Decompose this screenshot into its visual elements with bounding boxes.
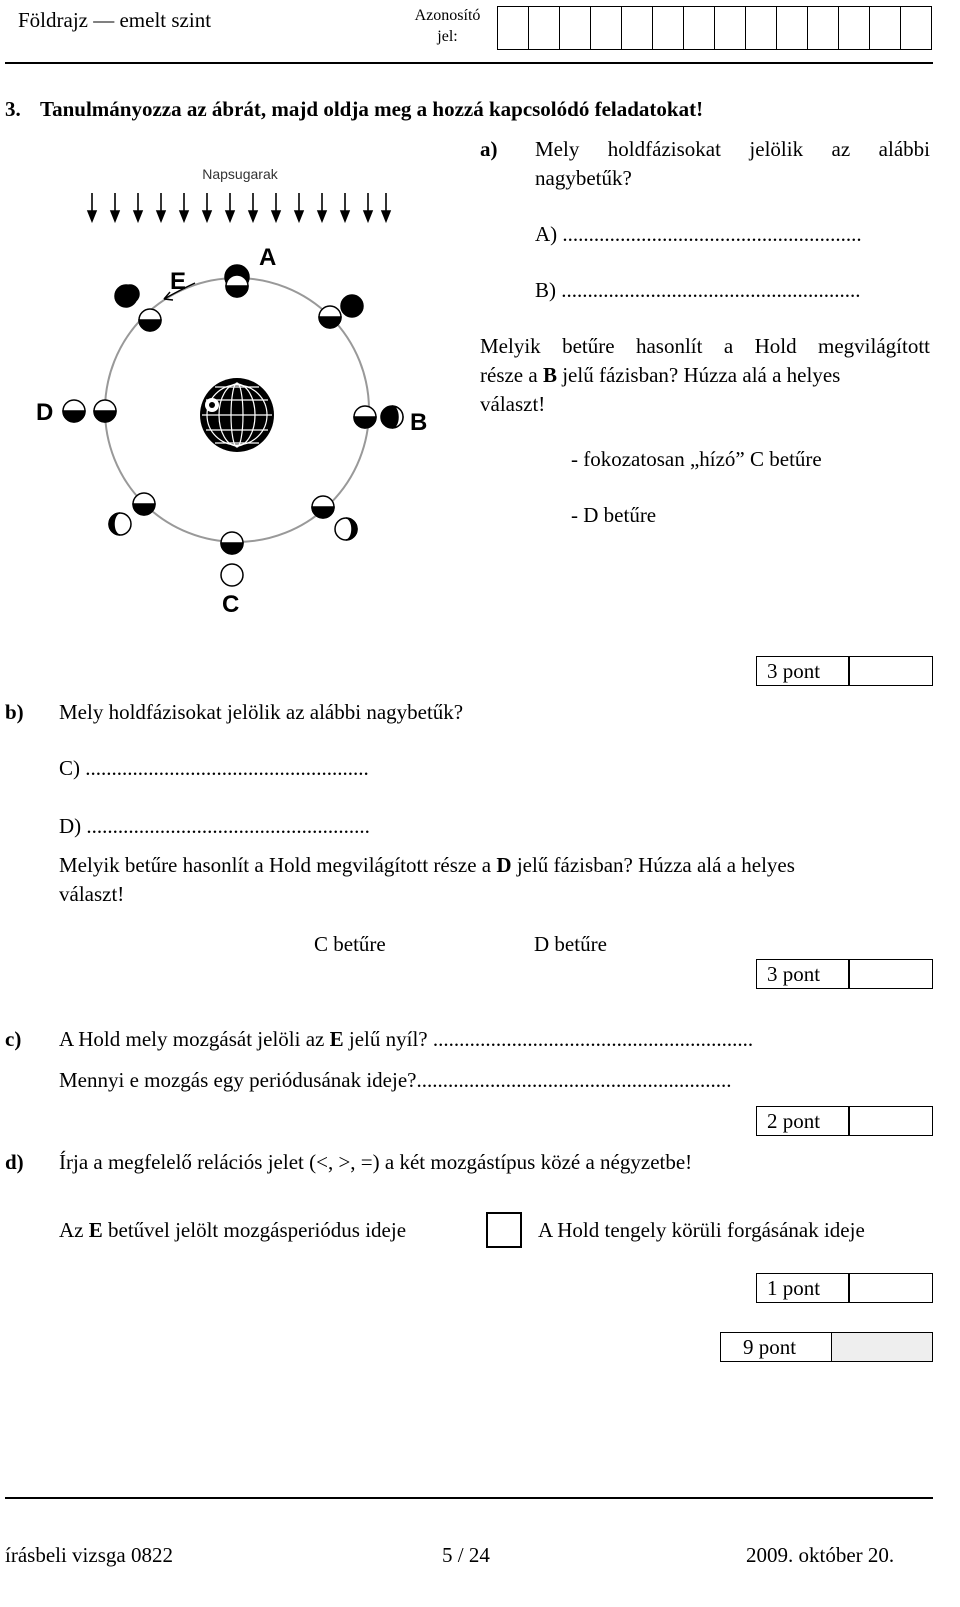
part-a-label: a) <box>480 137 498 161</box>
relation-answer-box[interactable] <box>486 1212 522 1248</box>
score-label: 3 pont <box>767 659 821 683</box>
part-c-q2[interactable]: Mennyi e mozgás egy periódusának ideje?............................................................ <box>59 1068 732 1092</box>
part-a-q2-post: jelű fázisban? Húzza alá a helyes <box>556 363 841 387</box>
id-cell[interactable] <box>900 6 932 50</box>
figure-letter-d: D <box>36 399 54 426</box>
id-cell[interactable] <box>683 6 714 50</box>
id-label-line2: jel: <box>437 28 458 45</box>
id-label-line1: Azonosító <box>414 7 481 24</box>
id-cell[interactable] <box>590 6 621 50</box>
part-c-q1[interactable] <box>59 1027 753 1052</box>
figure-letter-c: C <box>222 591 240 618</box>
part-a-option-2[interactable]: - D betűre <box>571 503 657 527</box>
task-number: 3. <box>5 97 21 121</box>
id-cell[interactable] <box>559 6 590 50</box>
part-d-right-statement: A Hold tengely körüli forgásának ideje <box>538 1218 865 1242</box>
part-d-left-statement <box>59 1218 406 1243</box>
part-d-instruction: Írja a megfelelő relációs jelet (<, >, =) a két mozgástípus közé a négyzetbe! <box>59 1150 693 1174</box>
part-c-q1-bold: E <box>329 1027 344 1051</box>
answer-line-d[interactable]: D) ...................................................... <box>59 814 370 838</box>
part-b-q2-bold: D <box>496 853 512 877</box>
part-a-question-line1: Mely holdfázisokat jelölik az alábbi <box>535 137 930 161</box>
id-cell[interactable] <box>714 6 745 50</box>
part-b-q2-a <box>59 853 795 878</box>
part-d-left-bold: E <box>88 1218 103 1242</box>
part-a-option-1[interactable]: - fokozatosan „hízó” C betűre <box>571 447 822 471</box>
footer-exam-code: írásbeli vizsga 0822 <box>5 1543 173 1567</box>
part-a-q2-line2 <box>480 363 930 388</box>
part-a-question-line2: nagybetűk? <box>535 166 632 190</box>
moon-phase-figure <box>30 155 460 655</box>
subject-title: Földrajz — emelt szint <box>18 8 212 32</box>
figure-letter-a: A <box>259 244 277 271</box>
id-label <box>400 5 495 47</box>
score-divider <box>848 657 850 685</box>
answer-line-a[interactable]: A) ......................................................... <box>535 222 862 246</box>
part-a-q2-line2-text <box>480 363 840 388</box>
score-label: 1 pont <box>767 1276 821 1300</box>
score-box-a <box>756 656 933 686</box>
score-box-b <box>756 959 933 989</box>
part-c-label: c) <box>5 1027 22 1051</box>
part-a-q2-line1: Melyik betűre hasonlít a Hold megvilágított <box>480 334 930 358</box>
id-cell[interactable] <box>776 6 807 50</box>
task-title: Tanulmányozza az ábrát, majd oldja meg a hozzá kapcsolódó feladatokat! <box>40 97 704 121</box>
part-a-q2-pre: része a <box>480 363 543 387</box>
score-box-c <box>756 1106 933 1136</box>
total-score-field <box>832 1333 932 1361</box>
footer-rule <box>5 1497 933 1499</box>
answer-line-b[interactable]: B) ......................................................... <box>535 278 861 302</box>
sunrays-label: Napsugarak <box>202 166 278 182</box>
score-box-d <box>756 1273 933 1303</box>
score-divider <box>848 960 850 988</box>
part-b-question: Mely holdfázisokat jelölik az alábbi nagybetűk? <box>59 700 464 724</box>
id-cell[interactable] <box>745 6 776 50</box>
id-cell[interactable] <box>869 6 900 50</box>
earth-globe <box>200 378 274 452</box>
id-cell[interactable] <box>621 6 652 50</box>
figure-letter-b: B <box>410 409 428 436</box>
score-label: 3 pont <box>767 962 821 986</box>
id-cell[interactable] <box>838 6 869 50</box>
score-divider <box>848 1274 850 1302</box>
footer-page-number: 5 / 24 <box>442 1543 490 1567</box>
score-label: 2 pont <box>767 1109 821 1133</box>
part-d-label: d) <box>5 1150 24 1174</box>
part-b-option-2[interactable]: D betűre <box>534 932 607 956</box>
id-cell[interactable] <box>528 6 559 50</box>
id-cell[interactable] <box>652 6 683 50</box>
part-a-q2-bold: B <box>542 363 557 387</box>
part-b-label: b) <box>5 700 24 724</box>
footer-date: 2009. október 20. <box>746 1543 895 1567</box>
part-b-q2 <box>59 853 930 878</box>
part-d-left-pre: Az <box>59 1218 89 1242</box>
part-b-q2-pre: Melyik betűre hasonlít a Hold megvilágított része a <box>59 853 497 877</box>
total-score-box <box>720 1332 933 1362</box>
part-c-q1-post: jelű nyíl? ............................................................. <box>343 1027 754 1051</box>
part-a-q2-line3: választ! <box>480 392 546 416</box>
part-d-left-post: betűvel jelölt mozgásperiódus ideje <box>102 1218 407 1242</box>
answer-line-c[interactable]: C) ...................................................... <box>59 756 369 780</box>
header-rule <box>5 62 933 64</box>
figure-letter-e: E <box>170 268 187 295</box>
part-b-option-1[interactable]: C betűre <box>314 932 386 956</box>
part-c-q1-pre: A Hold mely mozgását jelöli az <box>59 1027 330 1051</box>
part-b-q2-line2: választ! <box>59 882 125 906</box>
id-cell[interactable] <box>807 6 838 50</box>
total-score-label: 9 pont <box>743 1335 797 1359</box>
id-cell[interactable] <box>497 6 528 50</box>
sunray-arrows <box>88 193 390 221</box>
score-divider <box>848 1107 850 1135</box>
part-b-q2-post: jelű fázisban? Húzza alá a helyes <box>511 853 795 877</box>
